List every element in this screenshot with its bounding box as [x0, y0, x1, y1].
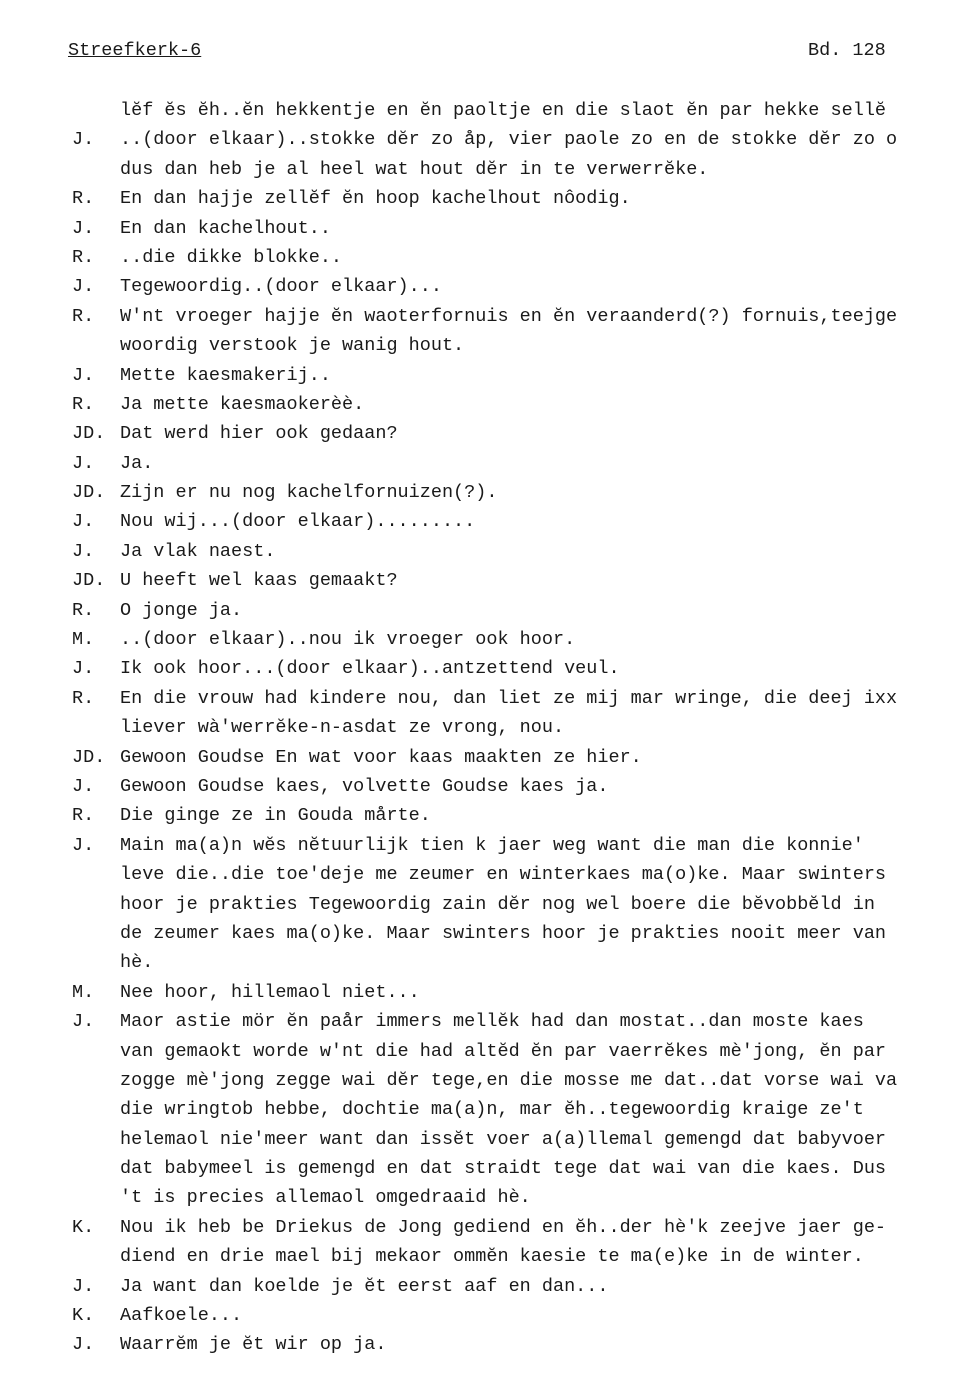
transcript-line — [72, 1213, 979, 1242]
speaker-label — [72, 1037, 120, 1066]
utterance-text: Waarrĕm je ĕt wir op ja. — [120, 1334, 387, 1356]
speaker-label — [72, 890, 120, 919]
speaker-label — [72, 948, 120, 977]
speaker-label — [72, 1095, 120, 1124]
utterance-text: diend en drie mael bij mekaor ommĕn kaesie te ma(e)ke in de winter. — [120, 1246, 864, 1268]
transcript-line — [72, 713, 979, 742]
document-title: Streefkerk-6 — [68, 40, 202, 61]
utterance-text: hoor je prakties Tegewoordig zain dĕr nog wel boere die bĕvobbĕld in — [120, 893, 875, 915]
utterance-text: U heeft wel kaas gemaakt? — [120, 570, 398, 592]
transcript-line — [72, 1272, 979, 1301]
transcript-line — [72, 978, 979, 1007]
transcript-line — [72, 361, 979, 390]
speaker-label: J. — [72, 1275, 95, 1297]
speaker-label — [72, 331, 120, 360]
utterance-text: Zijn er nu nog kachelfornuizen(?). — [120, 482, 498, 504]
transcript-line — [72, 566, 979, 595]
transcript-line — [72, 419, 979, 448]
speaker-label: J. — [72, 540, 95, 562]
transcript-line — [72, 801, 979, 830]
utterance-text: Tegewoordig..(door elkaar)... — [120, 276, 442, 298]
speaker-label: JD. — [72, 746, 106, 768]
transcript-line — [72, 331, 979, 360]
transcript-line — [72, 1007, 979, 1036]
speaker-label — [72, 1183, 120, 1212]
transcript-line — [72, 1183, 979, 1212]
speaker-label: J. — [72, 452, 95, 474]
utterance-text: Die ginge ze in Gouda mårte. — [120, 805, 431, 827]
speaker-label — [72, 860, 120, 889]
transcript-line — [72, 890, 979, 919]
utterance-text: O jonge ja. — [120, 599, 243, 621]
utterance-text: ..(door elkaar)..stokke dĕr zo åp, vier paole zo en de stokke dĕr zo o — [120, 129, 898, 151]
utterance-text: ..die dikke blokke.. — [120, 246, 343, 268]
speaker-label: J. — [72, 1011, 95, 1033]
speaker-label: J. — [72, 1334, 95, 1356]
speaker-label: J. — [72, 364, 95, 386]
utterance-text: Aafkoele... — [120, 1305, 243, 1327]
speaker-label: R. — [72, 305, 95, 327]
speaker-label: K. — [72, 1216, 95, 1238]
speaker-label: R. — [72, 188, 95, 210]
utterance-text: En dan hajje zellĕf ĕn hoop kachelhout nôodig. — [120, 188, 631, 210]
transcript-line — [72, 831, 979, 860]
transcript-line — [72, 1330, 979, 1359]
speaker-label: JD. — [72, 482, 106, 504]
transcript-line — [72, 1125, 979, 1154]
transcript-line — [72, 948, 979, 977]
transcript-line — [72, 155, 979, 184]
utterance-text: leve die..die toe'deje me zeumer en winterkaes ma(o)ke. Maar swinters — [120, 864, 887, 886]
speaker-label — [72, 1242, 120, 1271]
utterance-text: W'nt vroeger hajje ĕn waoterfornuis en ĕn veraanderd(?) fornuis,teejge — [120, 305, 898, 327]
transcript-line — [72, 1154, 979, 1183]
transcript-line — [72, 743, 979, 772]
utterance-text: dat babymeel is gemengd en dat straidt tege dat wai van die kaes. Dus — [120, 1158, 887, 1180]
utterance-text: Nee hoor, hillemaol niet... — [120, 981, 420, 1003]
transcript-line — [72, 390, 979, 419]
speaker-label: J. — [72, 658, 95, 680]
utterance-text: woordig verstook je wanig hout. — [120, 335, 465, 357]
speaker-label — [72, 96, 120, 125]
speaker-label: R. — [72, 599, 95, 621]
page-header — [68, 40, 979, 66]
speaker-label: J. — [72, 511, 95, 533]
utterance-text: Maor astie mör ĕn paår immers mellĕk had dan mostat..dan moste kaes — [120, 1011, 864, 1033]
utterance-text: van gemaokt worde w'nt die had altĕd ĕn par vaerrĕkes mè'jong, ĕn par — [120, 1040, 887, 1062]
transcript-line — [72, 507, 979, 536]
transcript-line — [72, 1242, 979, 1271]
page-number: Bd. 128 — [808, 40, 886, 61]
utterance-text: lĕf ĕs ĕh..ĕn hekkentje en ĕn paoltje en die slaot ĕn par hekke sellĕ — [120, 100, 887, 121]
speaker-label: M. — [72, 981, 95, 1003]
speaker-label: M. — [72, 629, 95, 651]
speaker-label: J. — [72, 129, 95, 151]
utterance-text: Gewoon Goudse En wat voor kaas maakten ze hier. — [120, 746, 642, 768]
utterance-text: Nou ik heb be Driekus de Jong gediend en ĕh..der hè'k zeejve jaer ge- — [120, 1216, 887, 1238]
transcript-line — [72, 684, 979, 713]
speaker-label — [72, 1125, 120, 1154]
utterance-text: Ik ook hoor...(door elkaar)..antzettend veul. — [120, 658, 620, 680]
transcript — [72, 96, 979, 1360]
speaker-label — [72, 155, 120, 184]
transcript-line — [72, 214, 979, 243]
transcript-line — [72, 243, 979, 272]
utterance-text: Ja want dan koelde je ĕt eerst aaf en dan... — [120, 1275, 609, 1297]
speaker-label: K. — [72, 1305, 95, 1327]
transcript-line — [72, 772, 979, 801]
utterance-text: hè. — [120, 952, 154, 974]
speaker-label: R. — [72, 246, 95, 268]
speaker-label: R. — [72, 687, 95, 709]
speaker-label: J. — [72, 834, 95, 856]
transcript-line — [72, 1301, 979, 1330]
transcript-line — [72, 96, 979, 125]
speaker-label: J. — [72, 276, 95, 298]
speaker-label: JD. — [72, 423, 106, 445]
utterance-text: Dat werd hier ook gedaan? — [120, 423, 398, 445]
transcript-line — [72, 1066, 979, 1095]
speaker-label — [72, 1154, 120, 1183]
utterance-text: Nou wij...(door elkaar)......... — [120, 511, 476, 533]
speaker-label: JD. — [72, 570, 106, 592]
transcript-line — [72, 860, 979, 889]
speaker-label: R. — [72, 805, 95, 827]
transcript-line — [72, 537, 979, 566]
utterance-text: zogge mè'jong zegge wai dĕr tege,en die mosse me dat..dat vorse wai va — [120, 1069, 898, 1091]
speaker-label — [72, 1066, 120, 1095]
utterance-text: de zeumer kaes ma(o)ke. Maar swinters hoor je prakties nooit meer van — [120, 922, 887, 944]
utterance-text: ..(door elkaar)..nou ik vroeger ook hoor. — [120, 629, 576, 651]
utterance-text: Ja vlak naest. — [120, 540, 276, 562]
utterance-text: liever wà'werrĕke-n-asdat ze vrong, nou. — [120, 717, 565, 739]
transcript-line — [72, 302, 979, 331]
transcript-line — [72, 272, 979, 301]
utterance-text: dus dan heb je al heel wat hout dĕr in te verwerrĕke. — [120, 158, 709, 180]
utterance-text: Ja. — [120, 452, 154, 474]
transcript-line — [72, 478, 979, 507]
transcript-line — [72, 184, 979, 213]
speaker-label: J. — [72, 217, 95, 239]
utterance-text: 't is precies allemaol omgedraaid hè. — [120, 1187, 531, 1209]
utterance-text: Main ma(a)n wĕs nĕtuurlijk tien k jaer weg want die man die konnie' — [120, 834, 864, 856]
speaker-label — [72, 713, 120, 742]
transcript-line — [72, 1095, 979, 1124]
transcript-line — [72, 125, 979, 154]
utterance-text: helemaol nie'meer want dan issĕt voer a(a)llemal gemengd dat babyvoer — [120, 1128, 887, 1150]
utterance-text: En dan kachelhout.. — [120, 217, 331, 239]
utterance-text: En die vrouw had kindere nou, dan liet ze mij mar wringe, die deej ixx — [120, 687, 898, 709]
speaker-label: J. — [72, 775, 95, 797]
utterance-text: die wringtob hebbe, dochtie ma(a)n, mar ĕh..tegewoordig kraige ze't — [120, 1099, 864, 1121]
transcript-line — [72, 1037, 979, 1066]
transcript-line — [72, 625, 979, 654]
transcript-line — [72, 596, 979, 625]
utterance-text: Ja mette kaesmaokerèè. — [120, 393, 365, 415]
speaker-label — [72, 919, 120, 948]
speaker-label: R. — [72, 393, 95, 415]
transcript-line — [72, 919, 979, 948]
utterance-text: Gewoon Goudse kaes, volvette Goudse kaes ja. — [120, 775, 609, 797]
transcript-line — [72, 449, 979, 478]
utterance-text: Mette kaesmakerij.. — [120, 364, 331, 386]
transcript-line — [72, 654, 979, 683]
